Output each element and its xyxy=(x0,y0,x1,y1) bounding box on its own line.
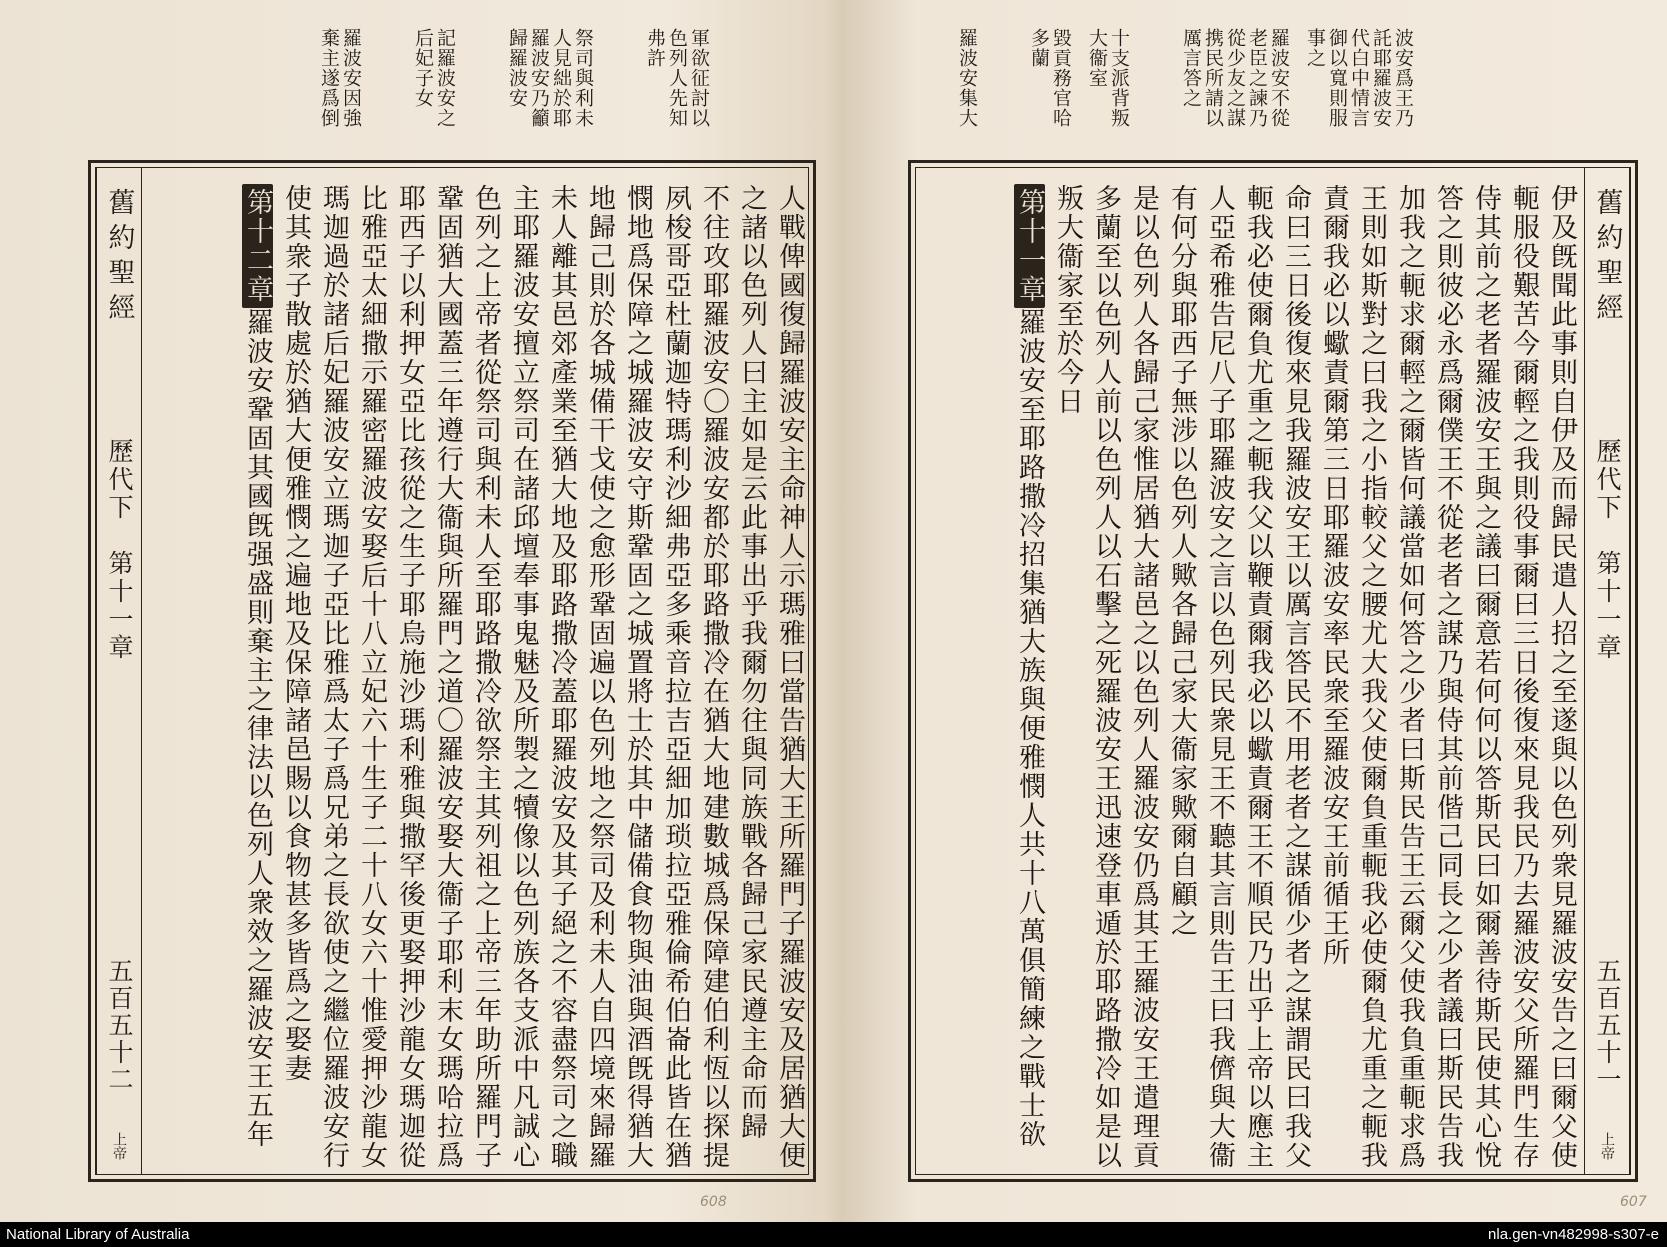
left-text-columns xyxy=(142,168,808,1174)
text-column: 人戰俾國復歸羅波安主命神人示瑪雅曰當告猶大王所羅門子羅波安及居猶大便 xyxy=(774,184,805,1170)
text-column: 加我之軛求爾輕之爾皆何議當如何答之少者曰斯民告王云爾父使我負重軛求爲 xyxy=(1394,184,1425,1170)
left-page xyxy=(0,0,830,1222)
text-column: 多蘭至以色列人前以色列人以石擊之死羅波安王迅速登車遁於耶路撒冷如是以 xyxy=(1090,184,1121,1170)
chapter-label: 歷代下 第十一章 xyxy=(105,438,134,662)
text-column: 有何分與耶西子無涉以色列人歟各歸己家大衞家歟爾自顧之 xyxy=(1166,184,1197,938)
library-name: National Library of Australia xyxy=(6,1226,190,1243)
top-note: 記羅波安之后妃子女 xyxy=(412,28,456,128)
text-column: 侍其前之老者羅波安王與之議曰爾意若何何以答斯民曰如爾善待斯民使其心悅 xyxy=(1470,184,1501,1170)
text-column: 未人離其邑郊產業至猶大地及耶路撒冷蓋耶羅波安及其子絕之不容盡祭司之職 xyxy=(546,184,577,1170)
header-mark: 上帝 xyxy=(111,1132,127,1160)
chapter-heading: 第十二章 xyxy=(242,184,273,308)
chapter-start-column xyxy=(1010,168,1048,1174)
text-column: 耶西子以利押女亞比孩從之生子耶烏施沙瑪利雅與撒罕後更娶押沙龍女瑪迦從 xyxy=(394,184,425,1170)
right-text-columns xyxy=(916,168,1580,1174)
item-identifier: nla.gen-vn482998-s307-e xyxy=(1488,1226,1659,1243)
chapter-text: 羅波安至耶路撒冷招集猶大族與便雅憫人共十八萬俱簡練之戰士欲 xyxy=(1014,308,1045,1149)
top-note: 羅波安集大 xyxy=(956,28,978,128)
text-column: 鞏固猶大國蓋三年遵行大衞與所羅門之道〇羅波安娶大衞子耶利末女瑪哈拉爲 xyxy=(432,184,463,1170)
text-column: 瑪迦過於諸后妃羅波安立瑪迦子亞比雅爲太子爲兄弟之長欲使之繼位羅波安行 xyxy=(318,184,349,1170)
folio-number: 五百五十二 xyxy=(105,958,134,1093)
text-column: 命曰三日後復來見我羅波安王以厲言答民不用老者之謀循少者之謀謂民曰我父 xyxy=(1280,184,1311,1170)
right-page xyxy=(840,0,1667,1222)
text-column: 叛大衞家至於今日 xyxy=(1052,184,1083,416)
text-column: 答之則彼必永爲爾僕王不從老者之謀乃與侍其前偕己同長之少者議曰斯民告我 xyxy=(1432,184,1463,1170)
text-column: 使其衆子散處於猶大便雅憫之遍地及保障諸邑賜以食物甚多皆爲之娶妻 xyxy=(280,184,311,1083)
text-column: 人亞希雅告尼八子耶羅波安之言以色列民衆見王不聽其言則告王曰我儕與大衞 xyxy=(1204,184,1235,1170)
text-column: 色列之上帝者從祭司與利未人至耶路撒冷欲祭主其列祖之上帝三年助所羅門子 xyxy=(470,184,501,1170)
top-note-faint xyxy=(470,28,492,146)
text-column: 之諸以色列人曰主如是云此事出乎我爾勿往與同族戰各歸己家民遵主命而歸 xyxy=(736,184,767,1141)
text-column: 比雅亞太細撒示羅密羅波安娶后十八立妃六十生子二十八女六十惟愛押沙龍女 xyxy=(356,184,387,1170)
chapter-text: 羅波安鞏固其國旣强盛則棄主之律法以色列人衆效之羅波安王五年 xyxy=(242,308,273,1149)
right-top-notes xyxy=(880,28,1450,148)
top-note-faint xyxy=(608,28,630,146)
left-top-notes xyxy=(150,28,710,148)
handwritten-page-number: 608 xyxy=(700,1194,727,1210)
header-mark: 上帝 xyxy=(1599,1132,1615,1160)
text-column: 軛服役艱苦今爾輕之我則役事爾曰三日後復來見我民乃去羅波安父所羅門生存 xyxy=(1508,184,1539,1170)
top-note: 波安爲王乃託耶羅波安代白中情言御以寬則服事之 xyxy=(1304,28,1414,128)
handwritten-page-number: 607 xyxy=(1620,1194,1647,1210)
chapter-start-column xyxy=(238,168,276,1174)
left-running-header xyxy=(96,168,142,1174)
top-note-faint xyxy=(992,28,1014,146)
book-title: 舊約聖經 xyxy=(1591,188,1623,328)
footer-bar xyxy=(0,1222,1667,1247)
text-column: 軛我必使爾負尤重之軛我父以鞭責爾我必以蠍責爾王不順民乃出乎上帝以應主 xyxy=(1242,184,1273,1170)
top-note: 毀貢務官哈多蘭 xyxy=(1028,28,1072,128)
top-note: 羅波安因強棄主遂爲倒 xyxy=(318,28,362,128)
book-title: 舊約聖經 xyxy=(103,188,135,328)
top-note-faint xyxy=(376,28,398,146)
chapter-heading: 第十一章 xyxy=(1014,184,1045,308)
text-column: 主耶羅波安擅立祭司在諸邱壇奉事鬼魅及所製之犢像以色列族各支派中凡誠心 xyxy=(508,184,539,1170)
folio-number: 五百五十一 xyxy=(1593,958,1622,1093)
text-column: 王則如斯對之曰我之小指較父之腰尤大我父使爾負重軛我必使爾負尤重之軛我 xyxy=(1356,184,1387,1170)
text-column: 是以色列人各歸己家惟居猶大諸邑之以色列人羅波安仍爲其王羅波安王遣理貢 xyxy=(1128,184,1159,1170)
text-column: 責爾我必以蠍責爾第三日耶羅波安率民衆至羅波安王前循王所 xyxy=(1318,184,1349,967)
text-column: 夙梭哥亞杜蘭迦特瑪利沙細弗亞多乘音拉吉亞細加琐拉亞雅倫希伯崙此皆在猶 xyxy=(660,184,691,1170)
top-note-faint xyxy=(1428,28,1450,146)
text-column: 不往攻耶羅波安〇羅波安都於耶路撒冷在猶大地建數城爲保障建伯利恆以探提 xyxy=(698,184,729,1170)
top-note: 軍欲征討以色列人先知弗許 xyxy=(644,28,710,128)
right-running-header xyxy=(1584,168,1630,1174)
top-note-faint xyxy=(1144,28,1166,146)
top-note: 祭司與利未人見絀於耶羅波安乃籲歸羅波安 xyxy=(506,28,594,128)
chapter-label: 歷代下 第十一章 xyxy=(1593,438,1622,662)
right-text-frame xyxy=(908,160,1638,1182)
top-note: 十支派背叛大衞室 xyxy=(1086,28,1130,128)
top-note: 羅波安不從老臣之諫乃從少友之謀携民所請以厲言答之 xyxy=(1180,28,1290,128)
left-text-frame xyxy=(88,160,816,1182)
text-column: 伊及旣聞此事則自伊及而歸民遣人招之至遂與以色列衆見羅波安告之曰爾父使 xyxy=(1546,184,1577,1170)
text-column: 憫地爲保障之城羅波安守斯鞏固之城置將士於其中儲備食物與油與酒旣得猶大 xyxy=(622,184,653,1170)
text-column: 地歸己則於各城備干戈使之愈形鞏固遍以色列地之祭司及利未人自四境來歸羅 xyxy=(584,184,615,1170)
